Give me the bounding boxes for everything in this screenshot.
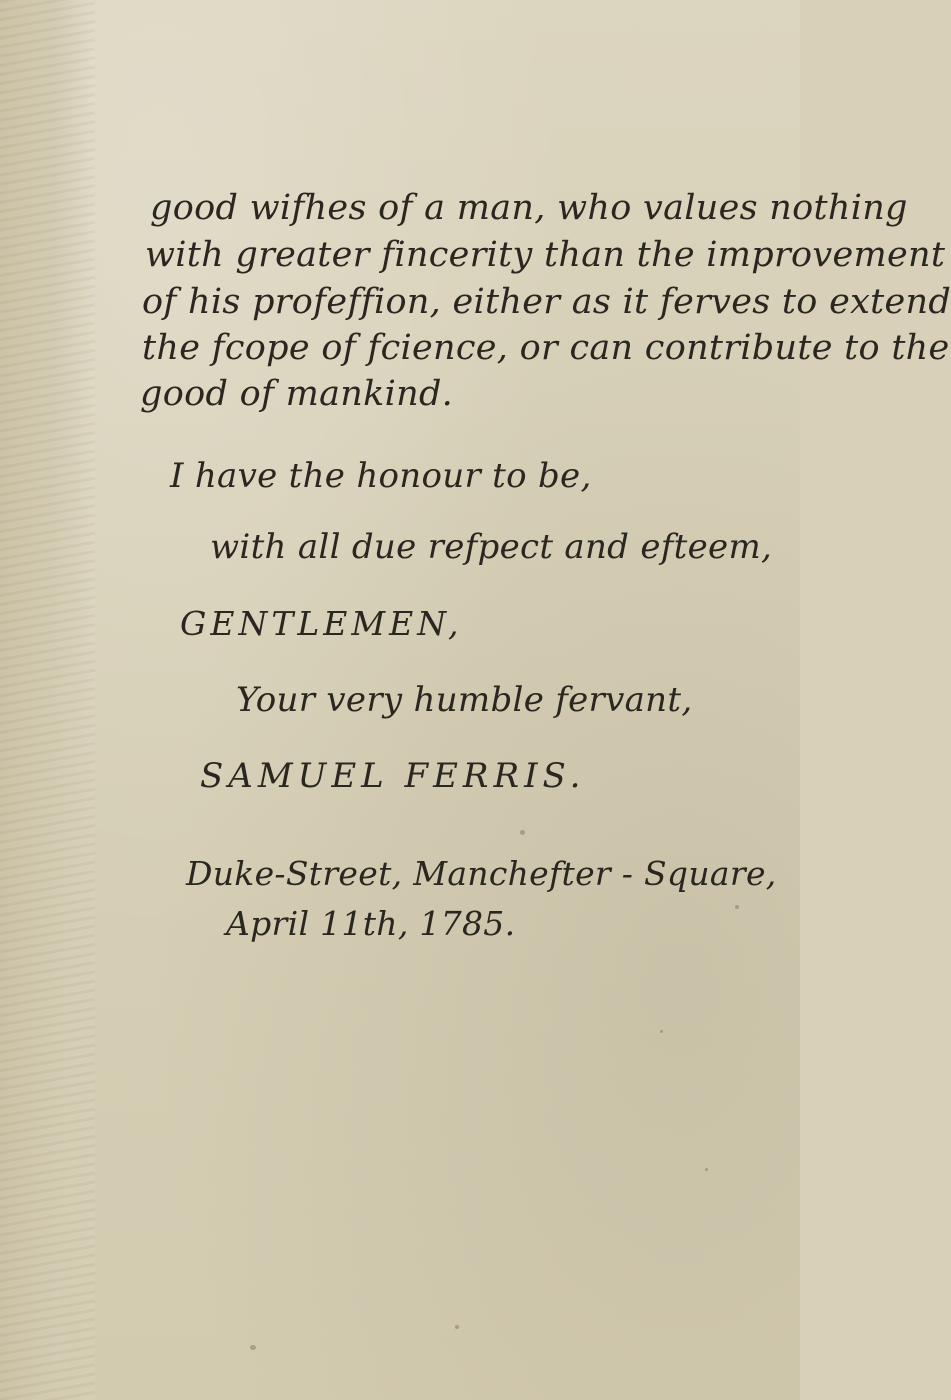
paper-speck bbox=[250, 1345, 256, 1350]
closing-respect-line: with all due refpect and efteem, bbox=[210, 527, 773, 567]
paper-speck bbox=[455, 1325, 459, 1329]
paper-speck bbox=[705, 1168, 708, 1171]
paragraph-line-3: of his profeffion, either as it ferves to extend bbox=[142, 282, 951, 322]
paper-speck bbox=[520, 830, 525, 835]
paragraph-line-4: the fcope of fcience, or can contribute to the bbox=[142, 328, 950, 368]
address-date: April 11th, 1785. bbox=[226, 904, 516, 943]
page-binding-edge bbox=[0, 0, 95, 1400]
closing-honour-line: I have the honour to be, bbox=[170, 456, 592, 496]
paper-speck bbox=[660, 1030, 663, 1033]
address-street: Duke-Street, Manchefter - Square, bbox=[186, 854, 777, 893]
salutation-gentlemen: GENTLEMEN, bbox=[180, 604, 463, 643]
paragraph-line-5: good of mankind. bbox=[140, 374, 454, 414]
paragraph-line-2: with greater fincerity than the improvement bbox=[145, 235, 946, 275]
paragraph-line-1: good wifhes of a man, who values nothing bbox=[150, 188, 908, 228]
closing-servant-line: Your very humble fervant, bbox=[236, 680, 693, 720]
signature-name: SAMUEL FERRIS. bbox=[200, 756, 586, 796]
